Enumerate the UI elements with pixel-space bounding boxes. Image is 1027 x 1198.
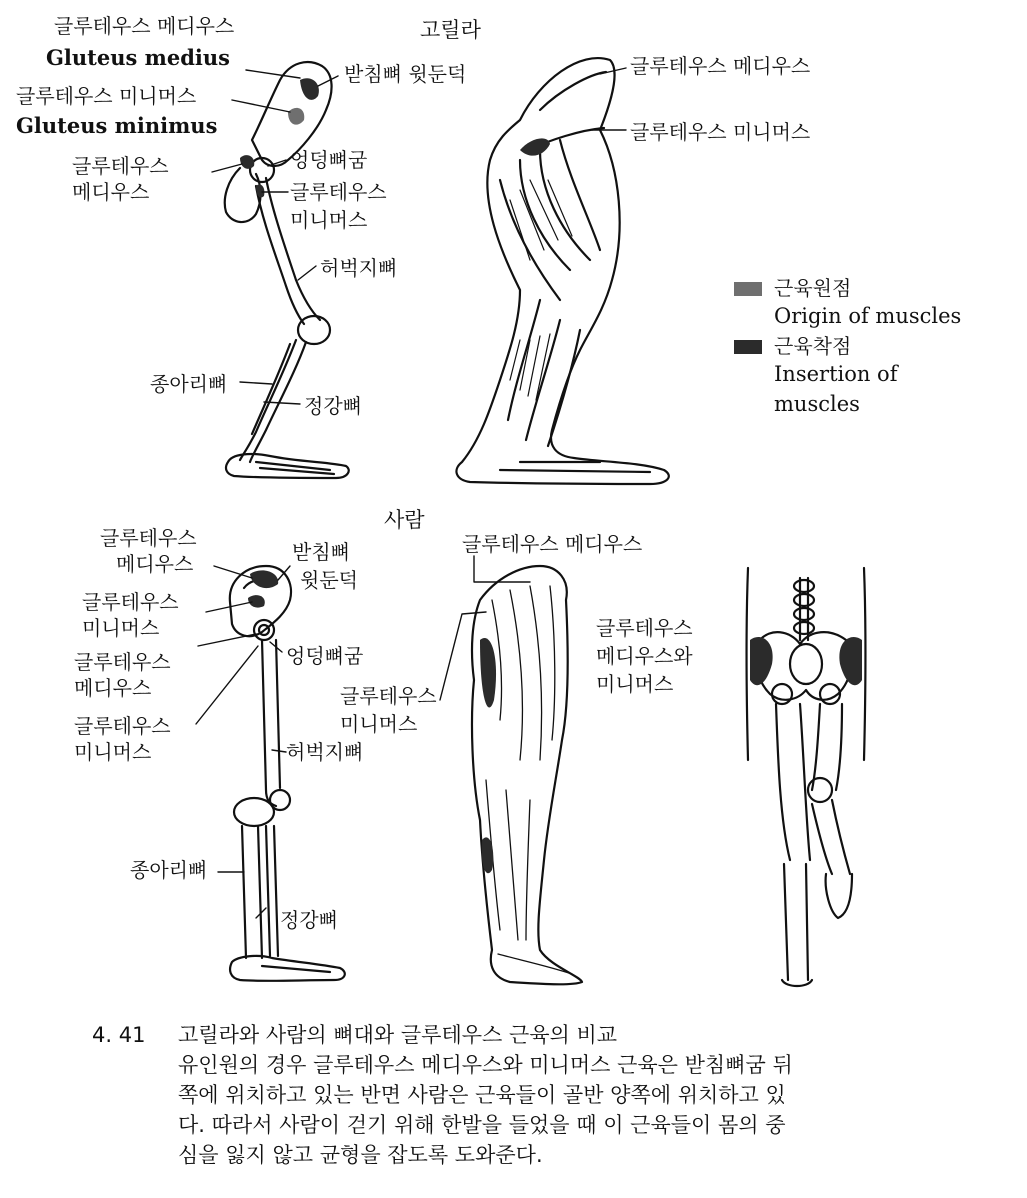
figure-title: 고릴라와 사람의 뼈대와 글루테우스 근육의 비교 [178,1023,618,1047]
human-tibia-label: 정강뼈 [280,908,338,932]
gorilla-gmed-insertion-mark [240,155,254,169]
human-gmin-label-2: 미니머스 [82,616,160,640]
gorilla-ilium-label: 받침뼈 윗둔덕 [344,62,467,86]
human-front-left-muscle-mark [750,637,773,685]
human-gmed-origin-mark [250,570,278,588]
human-femur-label: 허벅지뼈 [286,740,364,764]
human-front-label-3: 미니머스 [596,672,674,696]
gorilla-gmin-label-en: Gluteus minimus [16,113,218,138]
human-title: 사람 [384,508,425,532]
human-gmed-label-2: 메디우스 [116,552,194,576]
human-gmin-origin-mark [248,595,265,607]
human-leg-dark-mark-1 [480,638,496,707]
legend-insertion-en-1: Insertion of [774,362,898,386]
human-front-label-1: 글루테우스 [596,616,693,640]
human-gmin-insertion-label-1: 글루테우스 [74,714,171,738]
figure-number: 4. 41 [92,1023,146,1047]
gorilla-gmed-insertion-label-1: 글루테우스 [72,154,169,178]
gorilla-gmin-insertion-label-1: 글루테우스 [290,180,387,204]
gorilla-gmin-origin-mark [288,108,304,125]
gorilla-fibula-label: 종아리뼈 [150,372,228,396]
human-gmed-label-1: 글루테우스 [100,526,197,550]
gorilla-gmed-label-en: Gluteus medius [46,45,230,70]
gorilla-gmed-insertion-label-2: 메디우스 [72,180,150,204]
gorilla-gmed-label-ko: 글루테우스 메디우스 [54,14,235,38]
human-front-skeleton [747,568,866,986]
figure-description: 유인원의 경우 글루테우스 메디우스와 미니머스 근육은 받침뼈굼 뒤 쪽에 위치하고 있는 반면 사람은 근육들이 골반 양쪽에 위치하고 있 다. 따라서 사람이 걷기 위해 한발을 들었을 때 이 근육들이 몸의 중 심을 잃지 않고 균형을 잡도록 도와준다. [178,1053,793,1167]
human-front-label-2: 메디우스와 [596,644,693,668]
legend-origin-ko: 근육원점 [774,276,852,300]
human-gmin-insertion-label-2: 미니머스 [74,740,152,764]
gorilla-acetabulum-label: 엉덩뼈굼 [290,148,368,172]
gorilla-muscle-dark-mark [520,138,550,155]
legend-insertion-swatch [734,340,762,354]
human-gmin-label-1: 글루테우스 [82,590,179,614]
human-muscle-gmin-label-1: 글루테우스 [340,684,437,708]
human-muscle-gmed-label: 글루테우스 메디우스 [462,532,643,556]
gorilla-muscle-gmed-label: 글루테우스 메디우스 [630,54,811,78]
legend-origin-en: Origin of muscles [774,304,962,328]
gorilla-title: 고릴라 [420,18,481,42]
human-gmed-insertion-label-2: 메디우스 [74,676,152,700]
gorilla-gmin-label-ko: 글루테우스 미니머스 [16,84,197,108]
human-acetabulum-label: 엉덩뼈굼 [286,644,364,668]
human-fibula-label: 종아리뼈 [130,858,208,882]
gorilla-femur-label: 허벅지뼈 [320,256,398,280]
human-ilium-label-1: 받침뼈 [292,540,350,564]
gorilla-gmed-origin-mark [300,78,319,100]
human-muscled-leg [472,566,582,984]
legend-insertion-ko: 근육착점 [774,334,852,358]
human-gmed-insertion-label-1: 글루테우스 [74,650,171,674]
gorilla-gmin-insertion-label-2: 미니머스 [290,208,368,232]
legend-insertion-en-2: muscles [774,392,860,416]
gorilla-tibia-label: 정강뼈 [304,394,362,418]
human-ilium-label-2: 윗둔덕 [300,568,358,592]
legend-origin-swatch [734,282,762,296]
human-muscle-gmin-label-2: 미니머스 [340,712,418,736]
gorilla-muscle-gmin-label: 글루테우스 미니머스 [630,120,811,144]
human-front-right-muscle-mark [839,637,862,685]
